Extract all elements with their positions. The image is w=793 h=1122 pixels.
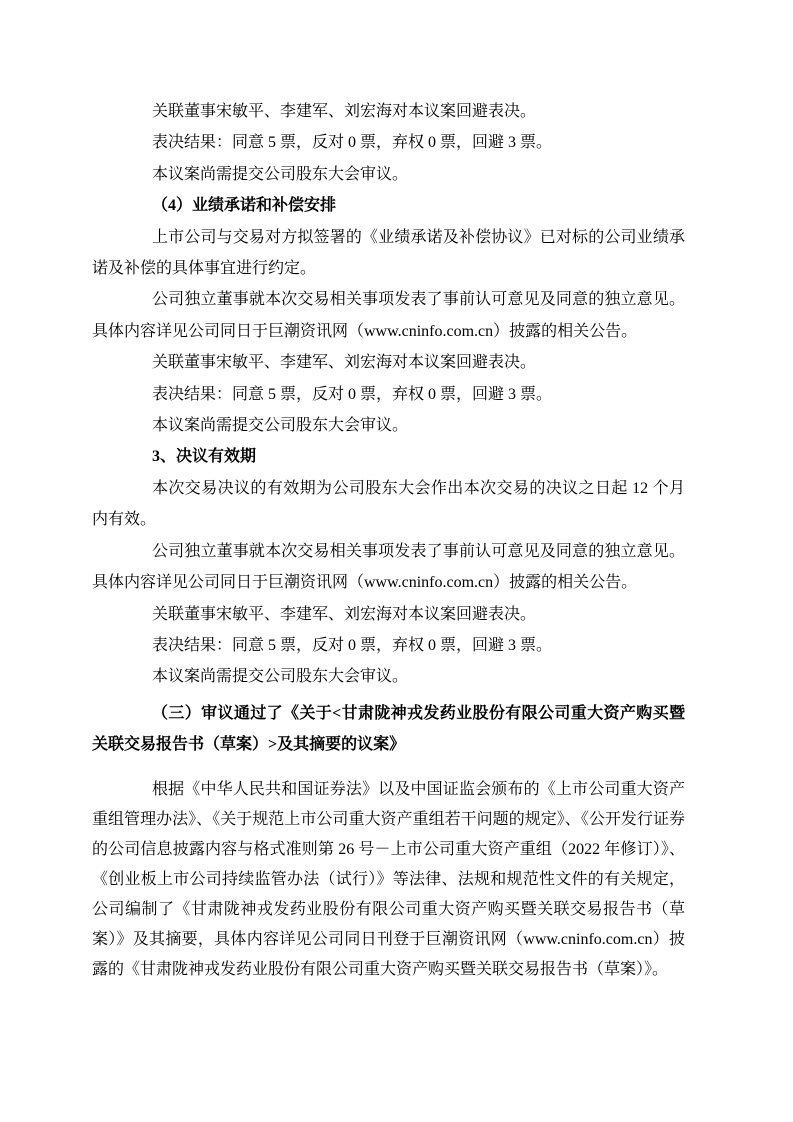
heading-item-4-performance-commitment: （4）业绩承诺和补偿安排	[152, 197, 337, 215]
heading-section-3-report-approval: （三）审议通过了《关于<甘肃陇神戎发药业股份有限公司重大资产购买暨关联交易报告书（草案）>及其摘要的议案》	[92, 704, 685, 754]
paragraph-shareholder-review-3: 本议案尚需提交公司股东大会审议。	[152, 668, 409, 686]
heading-resolution-validity: 3、决议有效期	[152, 448, 257, 466]
paragraph-report-preparation-basis: 根据《中华人民共和国证券法》以及中国证监会颁布的《上市公司重大资产重组管理办法》、《关于规范上市公司重大资产重组若干问题的规定》、《公开发行证券的公司信息披露内容与格式准则第 26 号－上市公司重大资产重组（2022 年修订）》、《创业板上市公司持续监管办法（试行）》等法律、法规和规范性文件的有关规定，公司编制了《甘肃陇神戎发药业股份有限公司重大资产购买暨关联交易报告书（草案）》及其摘要，具体内容详见公司同日刊登于巨潮资讯网（www.cninfo.com.cn）披露的《甘肃陇神戎发药业股份有限公司重大资产购买暨关联交易报告书（草案）》。	[92, 780, 685, 978]
paragraph-independent-directors-1: 公司独立董事就本次交易相关事项发表了事前认可意见及同意的独立意见。具体内容详见公司同日于巨潮资讯网（www.cninfo.com.cn）披露的相关公告。	[92, 291, 685, 340]
paragraph-performance-agreement: 上市公司与交易对方拟签署的《业绩承诺及补偿协议》已对标的公司业绩承诺及补偿的具体事宜进行约定。	[92, 228, 685, 278]
paragraph-recusal-statement-3: 关联董事宋敏平、李建军、刘宏海对本议案回避表决。	[152, 605, 537, 623]
paragraph-vote-result-2: 表决结果：同意 5 票，反对 0 票，弃权 0 票，回避 3 票。	[152, 385, 553, 403]
paragraph-validity-period: 本次交易决议的有效期为公司股东大会作出本次交易的决议之日起 12 个月内有效。	[92, 479, 685, 529]
document-body	[92, 96, 685, 985]
paragraph-recusal-statement-1: 关联董事宋敏平、李建军、刘宏海对本议案回避表决。	[152, 103, 537, 120]
paragraph-vote-result-3: 表决结果：同意 5 票，反对 0 票，弃权 0 票，回避 3 票。	[152, 636, 553, 654]
paragraph-vote-result-1: 表决结果：同意 5 票，反对 0 票，弃权 0 票，回避 3 票。	[152, 134, 553, 152]
paragraph-independent-directors-2: 公司独立董事就本次交易相关事项发表了事前认可意见及同意的独立意见。具体内容详见公司同日于巨潮资讯网（www.cninfo.com.cn）披露的相关公告。	[92, 542, 685, 592]
paragraph-shareholder-review-1: 本议案尚需提交公司股东大会审议。	[152, 165, 409, 183]
paragraph-shareholder-review-2: 本议案尚需提交公司股东大会审议。	[152, 417, 409, 435]
paragraph-recusal-statement-2: 关联董事宋敏平、李建军、刘宏海对本议案回避表决。	[152, 354, 537, 372]
